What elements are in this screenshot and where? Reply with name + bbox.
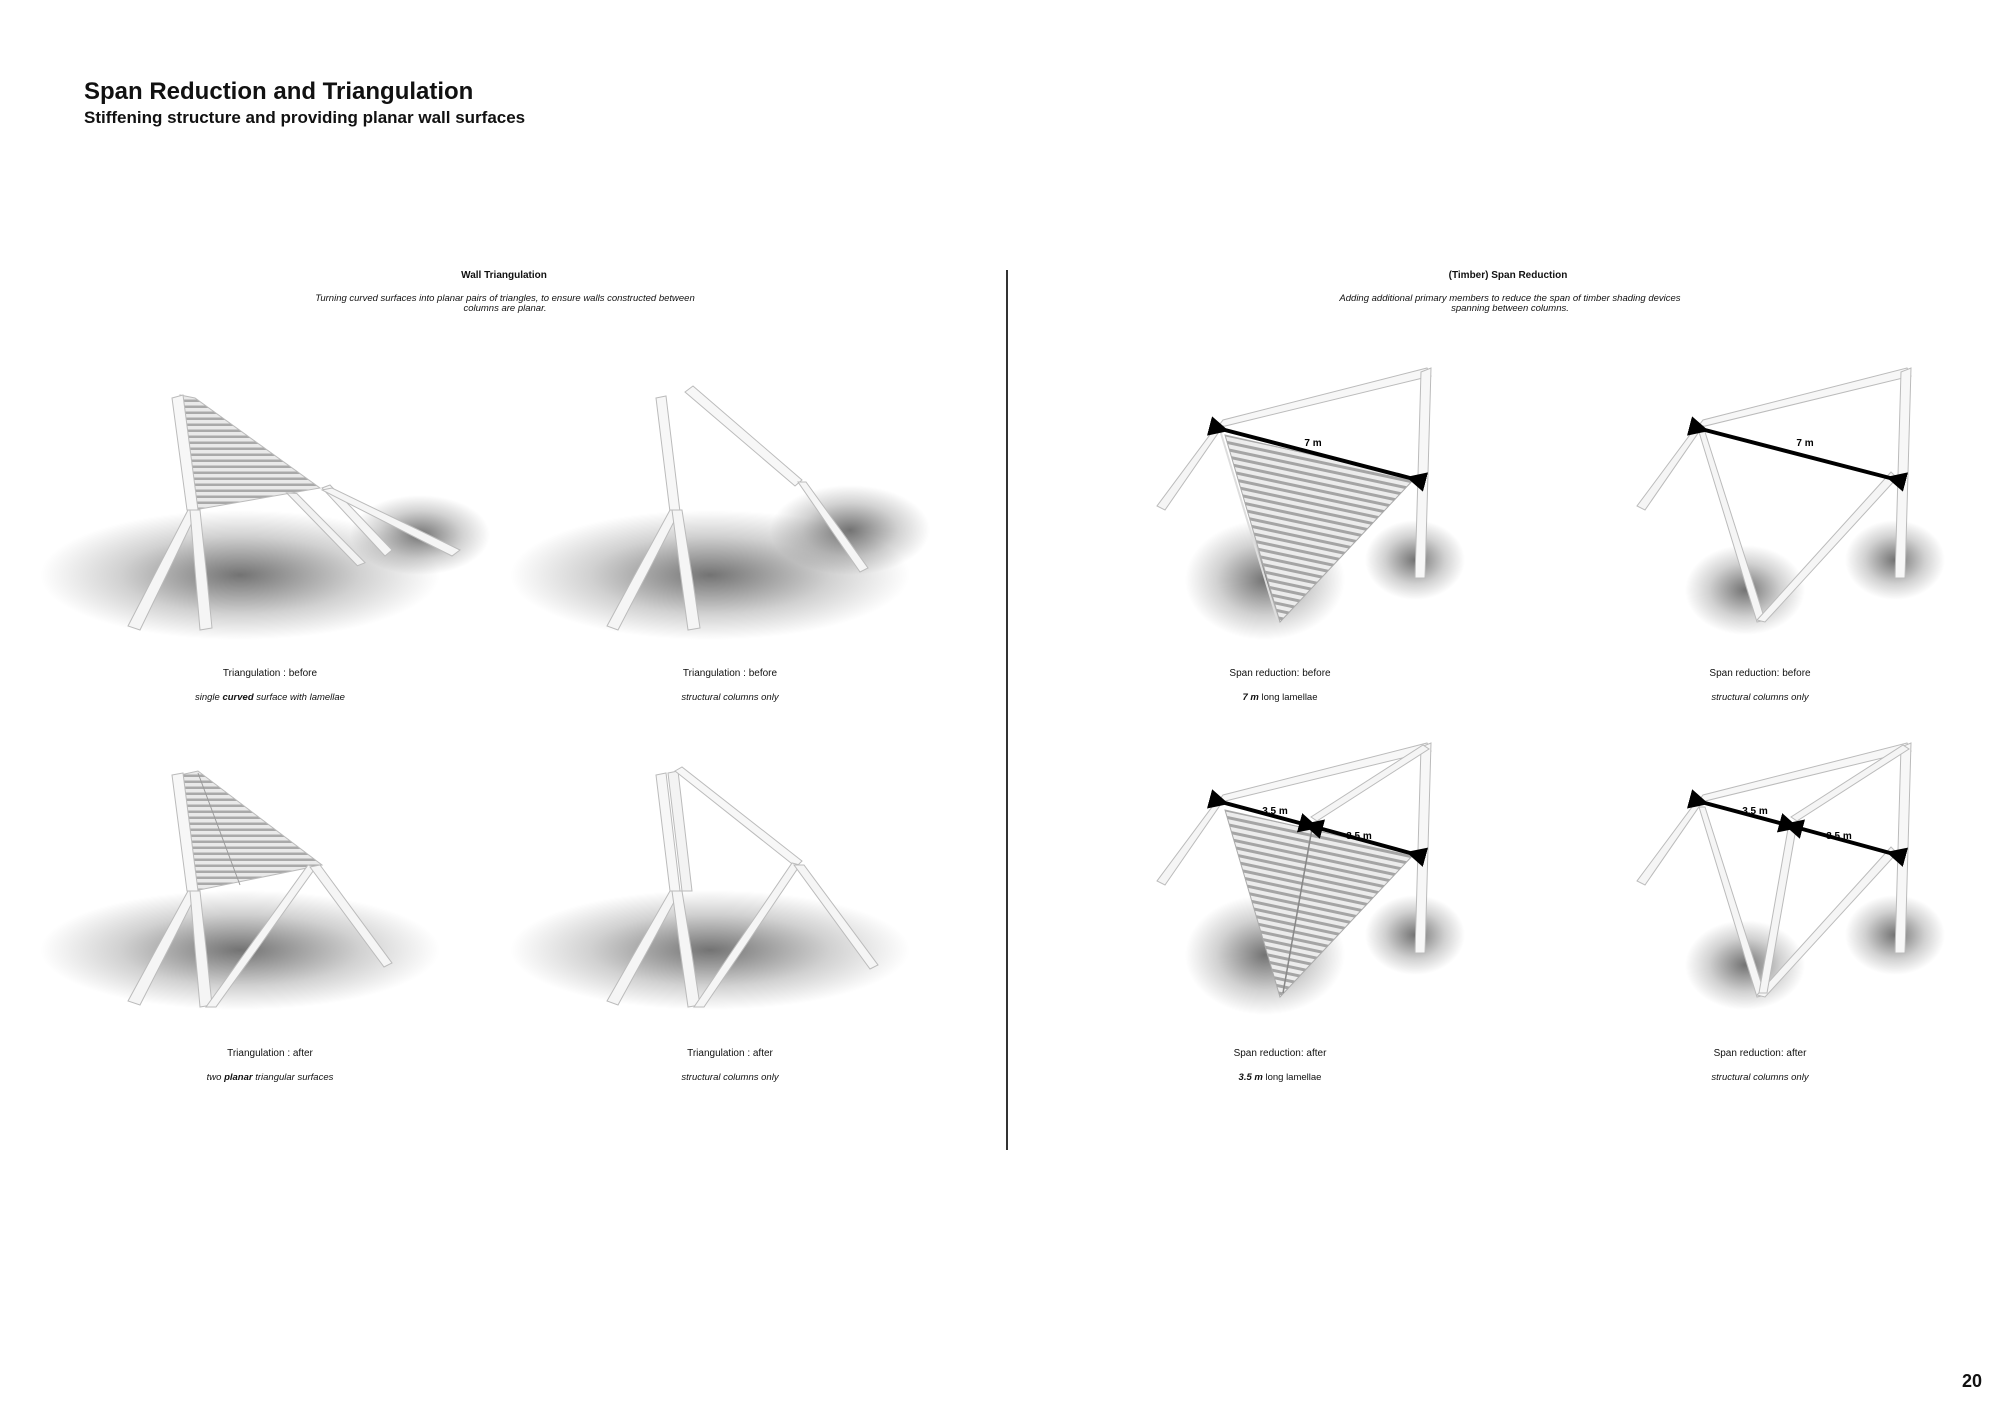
dimension-label: 3.5 m <box>1742 806 1768 817</box>
left-section-title: Wall Triangulation <box>461 270 547 281</box>
dimension-label: 7 m <box>1796 438 1814 449</box>
caption-right-1: Span reduction: before <box>1229 668 1331 679</box>
page-number: 20 <box>1961 1371 1982 1391</box>
dimension-label: 3.5 m <box>1826 831 1852 842</box>
caption-left-2: Triangulation : before <box>682 668 778 679</box>
figure-span-before-lamellae <box>1135 360 1595 660</box>
caption-left-3: Triangulation : after <box>227 1048 313 1059</box>
figure-triangulation-after-surface <box>40 735 500 1035</box>
subcaption-left-4: structural columns only <box>681 1072 779 1083</box>
right-section-description: Adding additional primary members to reduce the span of timber shading devices spanning between columns. <box>1339 293 1681 314</box>
subcaption-left-2: structural columns only <box>681 692 779 703</box>
page-subtitle: Stiffening structure and providing planar wall surfaces <box>84 108 526 127</box>
figure-triangulation-after-columns <box>510 735 970 1035</box>
caption-right-3: Span reduction: after <box>1233 1048 1327 1059</box>
caption-left-1: Triangulation : before <box>222 668 318 679</box>
figure-span-before-columns <box>1615 360 2000 660</box>
subcaption-right-3: 3.5 m long lamellae <box>1238 1072 1322 1083</box>
right-section-title: (Timber) Span Reduction <box>1448 270 1568 281</box>
dimension-label: 3.5 m <box>1346 831 1372 842</box>
caption-right-2: Span reduction: before <box>1709 668 1811 679</box>
subcaption-right-1: 7 m long lamellae <box>1242 692 1318 703</box>
left-section-description: Turning curved surfaces into planar pairs of triangles, to ensure walls constructed between columns are planar. <box>315 293 695 314</box>
dimension-label: 7 m <box>1304 438 1322 449</box>
subcaption-right-2: structural columns only <box>1711 692 1809 703</box>
caption-right-4: Span reduction: after <box>1713 1048 1807 1059</box>
subcaption-left-1: single curved surface with lamellae <box>195 692 345 703</box>
page-title: Span Reduction and Triangulation <box>84 78 474 105</box>
figure-span-after-columns <box>1615 735 2000 1035</box>
caption-left-4: Triangulation : after <box>687 1048 773 1059</box>
figure-span-after-lamellae <box>1135 735 1595 1035</box>
subcaption-right-4: structural columns only <box>1711 1072 1809 1083</box>
dimension-label: 3.5 m <box>1262 806 1288 817</box>
section-divider <box>1006 270 1008 1150</box>
figure-triangulation-before-columns <box>510 360 970 660</box>
figure-triangulation-before-surface <box>40 360 500 660</box>
subcaption-left-3: two planar triangular surfaces <box>206 1072 334 1083</box>
